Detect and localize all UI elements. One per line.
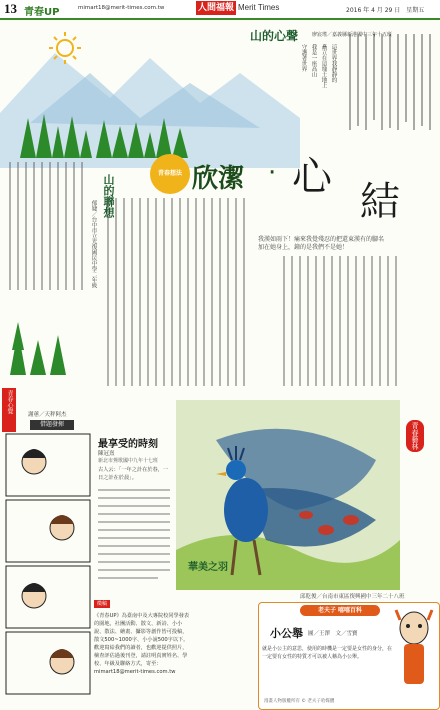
essay-text-block-left <box>4 160 100 390</box>
comic-author: 謝蕙／天秤阿杰 <box>28 412 67 418</box>
feature-title-part: 心 <box>292 154 332 200</box>
poem-line: 我是一座高山 <box>310 44 317 77</box>
feature-title-part: 結 <box>360 179 400 225</box>
lfz-foot: 漫畫人物版權所有 © 老夫子哈媒體 <box>264 699 335 704</box>
mountain-essay-title: 山的聯想 <box>102 174 115 218</box>
essay-body: 古人云：「一年之計在於春，一日之計在於晨」。 <box>98 467 169 481</box>
comic-title: 借題發揮 <box>30 420 74 430</box>
lfz-credit: 圖／王澤 文／雪寶 <box>308 631 358 637</box>
essay-author: 陳冠熹 <box>98 451 115 457</box>
newspaper-logo-en: Merit Times <box>238 3 280 12</box>
page-number: 13 <box>4 1 17 16</box>
lfz-tag: 老夫子 嘻嘻百科 <box>300 605 380 616</box>
peacock-caption: 邱乾俊／台南市東區復興國中三年二十八班 <box>300 594 405 600</box>
lfz-character-icon <box>392 606 436 696</box>
poem-line: 這世界我靜靜的 <box>330 44 337 83</box>
comic-tag <box>2 388 16 432</box>
poem-line: 守護著世界 <box>300 44 307 72</box>
essay-title: 最享受的時刻 <box>98 439 158 450</box>
newspaper-logo: 人間福報 <box>197 3 234 13</box>
side-label-text: 青春藝林 <box>406 420 424 452</box>
feature-badge: 青春想法 <box>150 154 190 194</box>
lfz-body: 就是小公主的意思，使用的時機是一定要是女性的身分，在一定要有女性的特質才可以被人稱為小公舉。 <box>262 646 393 660</box>
lfz-title: 小公舉 <box>270 627 303 640</box>
poem-line: 矗立在這塊土地上 <box>320 44 327 88</box>
issue-date: 2016 年 4 月 29 日 星期五 <box>346 7 425 14</box>
section-email: mimart18@merit-times.com.tw <box>78 5 165 11</box>
feature-subtitle: 我漢如雨下！痛來我覺殘忍的把還東漢有的腳名加在她身上，鐘的是我們不是她！ <box>258 236 385 251</box>
feature-title-part: 欣潔 <box>192 164 245 194</box>
side-label <box>406 420 434 476</box>
poem-author: 廖宸瑤／嘉義縣新港國中三年十五班 <box>312 32 393 38</box>
feature-title-dot: · <box>268 158 277 188</box>
notice-head: 徵稿 <box>94 600 110 608</box>
section-name: 青春UP <box>24 7 60 18</box>
poem-title: 山的心聲 <box>250 29 299 43</box>
comic-tag-text: 青春心覺 <box>6 390 13 414</box>
poem-text-block <box>346 30 438 140</box>
notice-body: 《青春UP》為臺南中及大專院校同學發表的園地，社團活動、散文、新詩、小小說、散法、繪畫、攝影等創作皆可投稿，散文500~1000字、小小說500字以下。歡迎寫給我們的讀者，也歡迎提供照片，檢查評估過後刊登，請註明真實姓名、學校、年級及聯絡方式，寄至：mimart18@merit-times.com.tw <box>94 613 190 675</box>
peacock-title: 華美之羽 <box>188 562 228 573</box>
comic-strip <box>4 432 92 702</box>
essay-school: 新北市鶯歌國中九年十七班 <box>98 458 159 464</box>
essay-text-lines <box>98 486 172 596</box>
mountain-essay-author: 郁婕／台中市立光復國民中學二年級 <box>90 200 97 288</box>
essay-text-block-main <box>104 196 404 396</box>
